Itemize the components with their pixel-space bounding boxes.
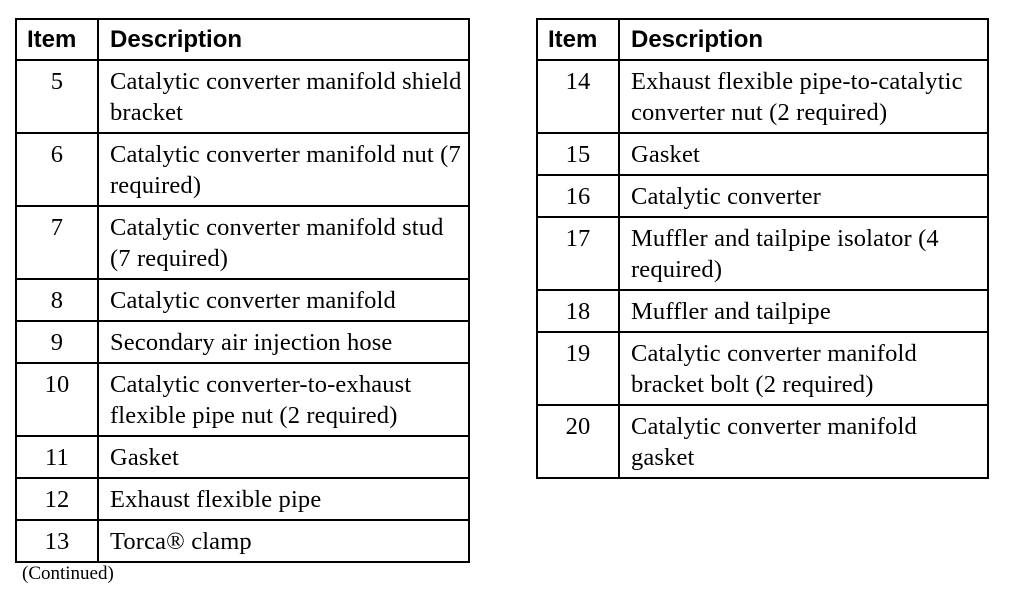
item-description: Exhaust flexible pipe-to-catalytic converter nut (2 required) xyxy=(619,60,988,133)
item-number: 13 xyxy=(16,520,98,562)
table-row xyxy=(16,436,469,478)
item-number: 7 xyxy=(16,206,98,279)
item-description: Catalytic converter manifold xyxy=(98,279,469,321)
item-number: 6 xyxy=(16,133,98,206)
header-row xyxy=(16,19,469,60)
table-row xyxy=(537,290,988,332)
table-row xyxy=(537,405,988,478)
table-row xyxy=(16,60,469,133)
table-row xyxy=(16,520,469,562)
item-number: 20 xyxy=(537,405,619,478)
item-description: Gasket xyxy=(619,133,988,175)
item-number: 10 xyxy=(16,363,98,436)
item-description: Catalytic converter-to-exhaust flexible pipe nut (2 required) xyxy=(98,363,469,436)
table-row xyxy=(537,133,988,175)
item-number: 5 xyxy=(16,60,98,133)
item-description: Torca® clamp xyxy=(98,520,469,562)
table-row xyxy=(16,133,469,206)
table-row xyxy=(16,321,469,363)
column-header-description: Description xyxy=(619,19,988,60)
table-row xyxy=(537,60,988,133)
item-description: Muffler and tailpipe isolator (4 required) xyxy=(619,217,988,290)
header-row xyxy=(537,19,988,60)
item-number: 19 xyxy=(537,332,619,405)
item-description: Catalytic converter manifold shield bracket xyxy=(98,60,469,133)
parts-table-left xyxy=(15,18,470,563)
item-number: 17 xyxy=(537,217,619,290)
continued-note: (Continued) xyxy=(22,563,114,584)
table-row xyxy=(537,217,988,290)
item-description: Catalytic converter xyxy=(619,175,988,217)
column-header-item: Item xyxy=(16,19,98,60)
item-number: 15 xyxy=(537,133,619,175)
item-description: Catalytic converter manifold nut (7 required) xyxy=(98,133,469,206)
table-row xyxy=(537,332,988,405)
item-number: 8 xyxy=(16,279,98,321)
column-header-item: Item xyxy=(537,19,619,60)
item-description: Catalytic converter manifold gasket xyxy=(619,405,988,478)
item-description: Catalytic converter manifold bracket bolt (2 required) xyxy=(619,332,988,405)
item-description: Secondary air injection hose xyxy=(98,321,469,363)
item-description: Catalytic converter manifold stud (7 required) xyxy=(98,206,469,279)
item-number: 16 xyxy=(537,175,619,217)
item-number: 14 xyxy=(537,60,619,133)
column-header-description: Description xyxy=(98,19,469,60)
table-row xyxy=(16,363,469,436)
table-row xyxy=(16,478,469,520)
parts-table-right xyxy=(536,18,989,479)
item-number: 18 xyxy=(537,290,619,332)
table-row xyxy=(16,279,469,321)
item-number: 9 xyxy=(16,321,98,363)
item-number: 11 xyxy=(16,436,98,478)
item-description: Gasket xyxy=(98,436,469,478)
table-row xyxy=(537,175,988,217)
item-description: Exhaust flexible pipe xyxy=(98,478,469,520)
item-number: 12 xyxy=(16,478,98,520)
table-row xyxy=(16,206,469,279)
item-description: Muffler and tailpipe xyxy=(619,290,988,332)
